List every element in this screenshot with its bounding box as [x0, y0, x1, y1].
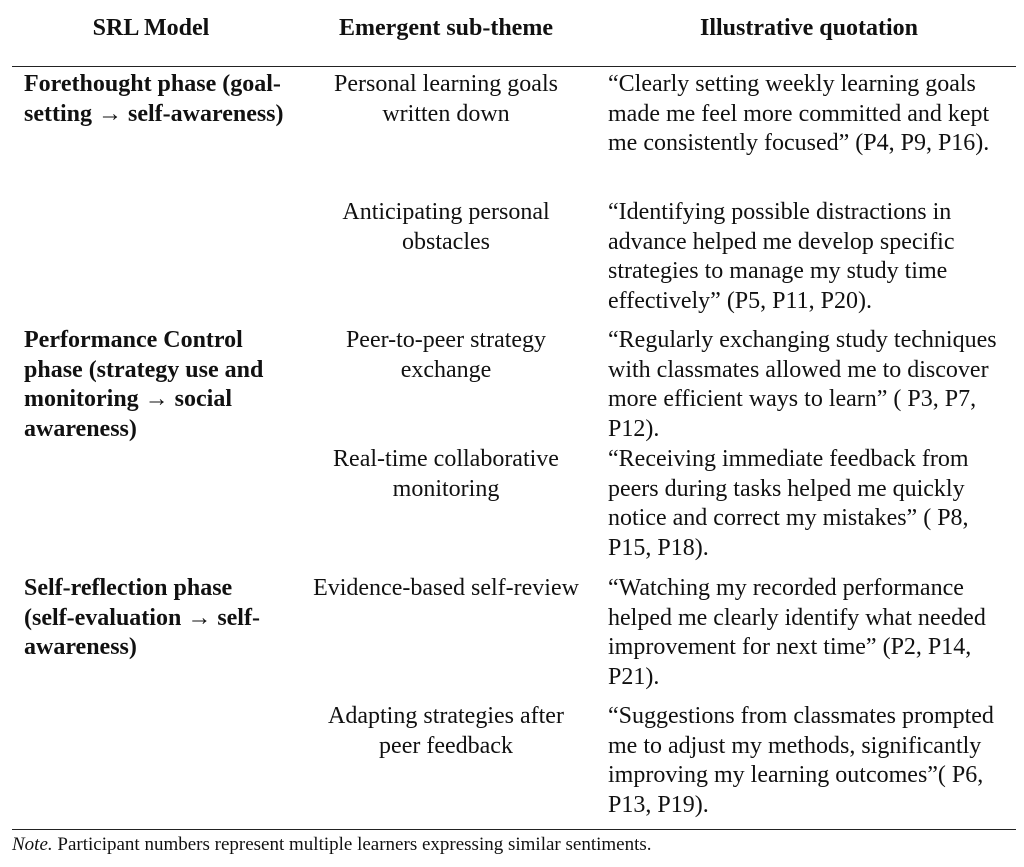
quotation-cell: “Identifying possible distractions in advance helped me develop specific strategies to manage my study time effectively” (P5, P11, P20).: [608, 199, 955, 314]
quotation-cell: “Regularly exchanging study techniques with classmates allowed me to discover more efficient ways to learn” ( P3, P7, P12).: [608, 327, 997, 442]
subtheme-cell: Evidence-based self-review: [313, 575, 579, 601]
subtheme-cell: Peer-to-peer strategy exchange: [345, 327, 547, 383]
header-divider: [12, 66, 1016, 67]
srl-table: [12, 0, 1016, 855]
quotation-cell: “Receiving immediate feedback from peers during tasks helped me quickly notice and correct my mistakes” ( P8, P15, P18).: [608, 446, 969, 561]
table-note: [12, 833, 652, 857]
subtheme-cell: Real-time collaborative monitoring: [333, 446, 559, 502]
quotation-cell: “Watching my recorded performance helped me clearly identify what needed improvement for next time” (P2, P14, P21).: [608, 575, 986, 690]
quotation-cell: “Clearly setting weekly learning goals made me feel more committed and kept me consistently focused” (P4, P9, P16).: [608, 71, 990, 156]
subtheme-cell: Adapting strategies after peer feedback: [328, 703, 564, 759]
table-bottom-divider: [12, 829, 1016, 830]
note-text: Participant numbers represent multiple learners expressing similar sentiments.: [52, 834, 652, 855]
subtheme-cell: Anticipating personal obstacles: [342, 199, 550, 255]
header-illustrative-quotation: Illustrative quotation: [699, 15, 918, 41]
srl-model-cell: Self-reflection phase (self-evaluation → self-awareness): [24, 575, 260, 660]
subtheme-cell: Personal learning goals written down: [334, 71, 558, 127]
note-label: Note.: [12, 834, 53, 855]
header-srl-model: SRL Model: [92, 15, 210, 41]
table-header-row: [12, 0, 1016, 66]
quotation-cell: “Suggestions from classmates prompted me to adjust my methods, significantly improving my learning outcomes”( P6, P13, P19).: [608, 703, 994, 818]
header-emergent-subtheme: Emergent sub-theme: [339, 15, 553, 41]
srl-model-cell: Performance Control phase (strategy use and monitoring → social awareness): [24, 327, 264, 442]
srl-model-cell: Forethought phase (goal-setting → self-awareness): [24, 71, 284, 127]
